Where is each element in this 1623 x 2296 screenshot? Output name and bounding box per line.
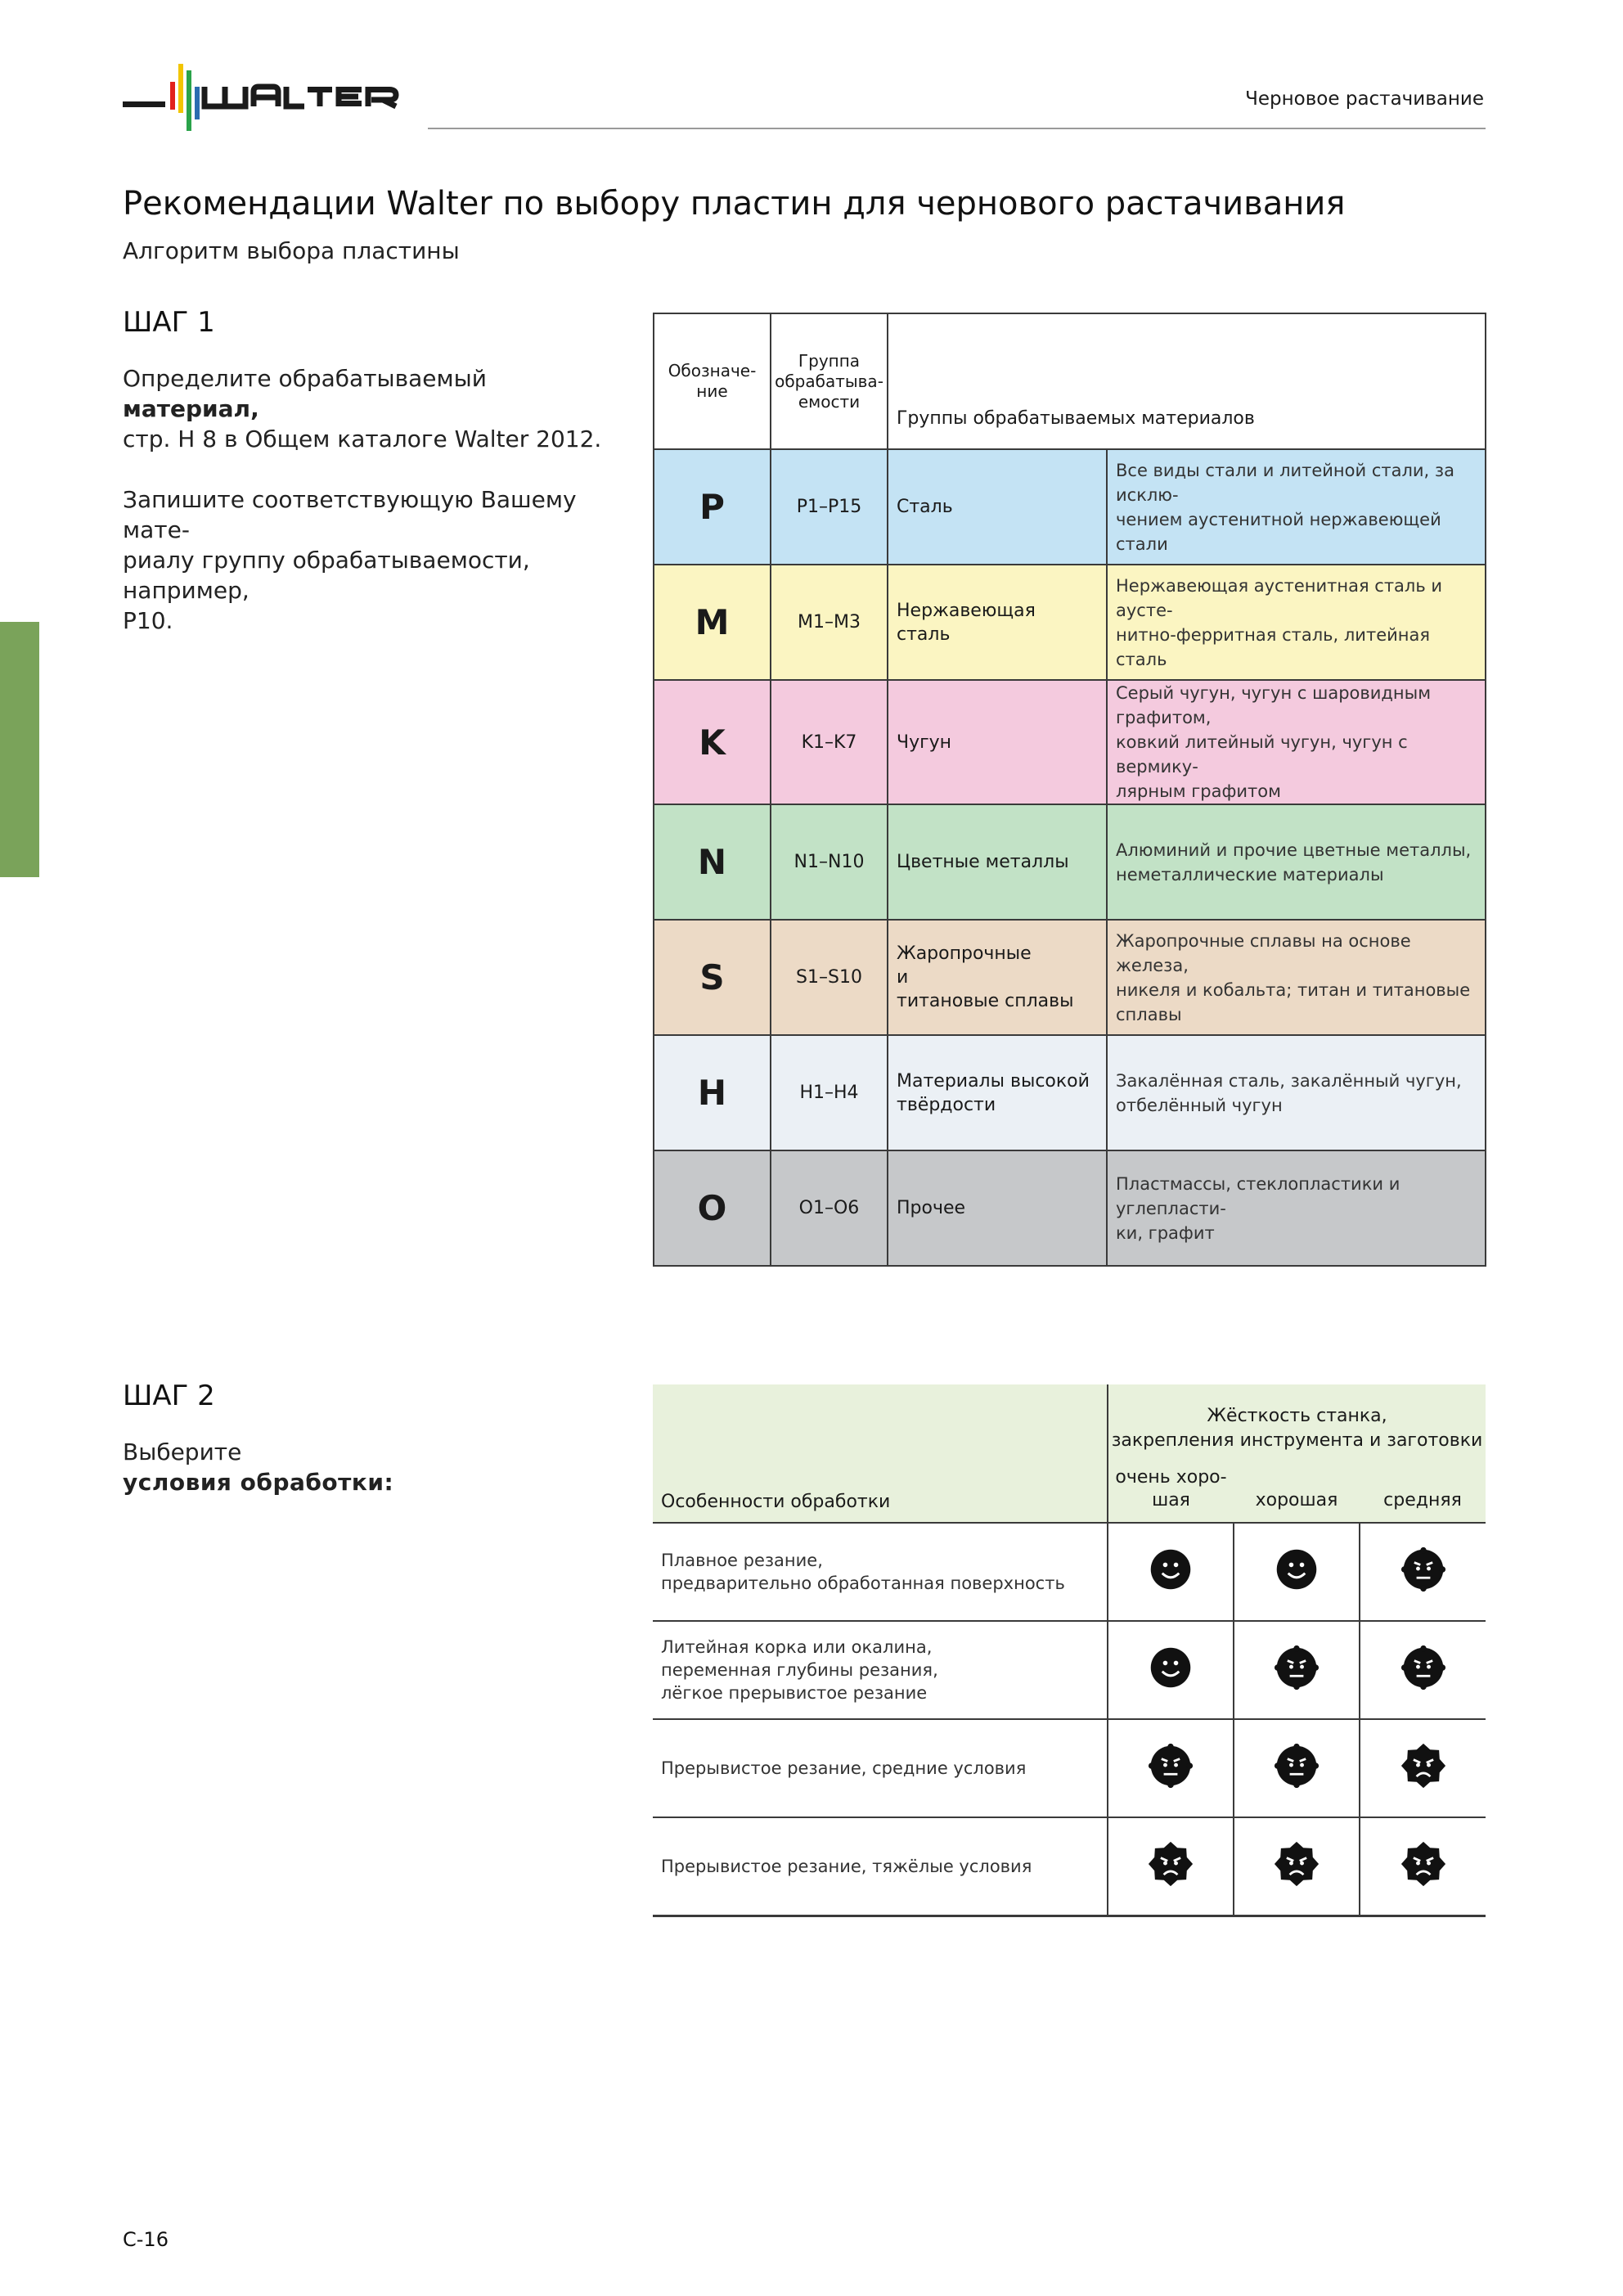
table-row bbox=[654, 449, 1486, 565]
material-description: Алюминий и прочие цветные металлы, неметаллические материалы bbox=[1107, 804, 1486, 920]
header-divider bbox=[428, 128, 1486, 129]
table-row bbox=[654, 1035, 1486, 1150]
neutral-face-icon bbox=[1274, 1743, 1320, 1789]
rating-cell bbox=[1360, 1621, 1486, 1719]
page-title: Рекомендации Walter по выбору пластин для чернового растачивания bbox=[123, 185, 1346, 223]
table-row bbox=[654, 565, 1486, 680]
walter-logo bbox=[123, 59, 401, 134]
step2-heading: ШАГ 2 bbox=[123, 1380, 215, 1412]
table-row bbox=[654, 804, 1486, 920]
material-description: Нержавеющая аустенитная сталь и аусте- нитно-ферритная сталь, литейная сталь bbox=[1107, 565, 1486, 680]
condition-text: Прерывистое резание, средние условия bbox=[653, 1719, 1108, 1817]
iso-code: P bbox=[654, 449, 771, 565]
group-range: P1–P15 bbox=[771, 449, 888, 565]
neutral-face-icon bbox=[1400, 1645, 1446, 1690]
sad-face-icon bbox=[1148, 1841, 1194, 1887]
material-description: Все виды стали и литейной стали, за исклю- чением аустенитной нержавеющей стали bbox=[1107, 449, 1486, 565]
material-name: Материалы высокой твёрдости bbox=[888, 1035, 1107, 1150]
iso-code: S bbox=[654, 920, 771, 1035]
material-name: Жаропрочные и титановые сплавы bbox=[888, 920, 1107, 1035]
table-row bbox=[654, 1150, 1486, 1266]
neutral-face-icon bbox=[1148, 1743, 1194, 1789]
material-name: Прочее bbox=[888, 1150, 1107, 1266]
group-range: K1–K7 bbox=[771, 680, 888, 804]
iso-code: M bbox=[654, 565, 771, 680]
rating-cell bbox=[1108, 1621, 1234, 1719]
step1-p1-bold: материал, bbox=[123, 395, 259, 422]
material-groups-table bbox=[653, 313, 1486, 1267]
neutral-face-icon bbox=[1400, 1546, 1446, 1592]
table-row bbox=[653, 1817, 1486, 1916]
group-range: N1–N10 bbox=[771, 804, 888, 920]
sad-face-icon bbox=[1400, 1743, 1446, 1789]
step2-text-l1: Выберите bbox=[123, 1438, 242, 1465]
step1-text bbox=[123, 363, 614, 636]
step1-p2-l3: P10. bbox=[123, 607, 173, 634]
table-row bbox=[654, 680, 1486, 804]
material-name: Цветные металлы bbox=[888, 804, 1107, 920]
material-name: Чугун bbox=[888, 680, 1107, 804]
group-range: S1–S10 bbox=[771, 920, 888, 1035]
material-description: Серый чугун, чугун с шаровидным графитом, ковкий литейный чугун, чугун с вермику- лярным графитом bbox=[1107, 680, 1486, 804]
rating-cell bbox=[1234, 1523, 1360, 1621]
smile-face-icon bbox=[1148, 1645, 1194, 1690]
rating-cell bbox=[1360, 1719, 1486, 1817]
table-row bbox=[654, 920, 1486, 1035]
header-group: Группа обрабатыва- емости bbox=[771, 313, 888, 449]
smile-face-icon bbox=[1274, 1546, 1320, 1592]
rating-cell bbox=[1360, 1523, 1486, 1621]
table-row bbox=[653, 1719, 1486, 1817]
material-description: Пластмассы, стеклопластики и углепласти- ки, графит bbox=[1107, 1150, 1486, 1266]
condition-text: Плавное резание, предварительно обработанная поверхность bbox=[653, 1523, 1108, 1621]
rating-cell bbox=[1234, 1817, 1360, 1916]
page-number: C-16 bbox=[123, 2228, 169, 2251]
group-range: M1–M3 bbox=[771, 565, 888, 680]
iso-code: O bbox=[654, 1150, 771, 1266]
header-very-good: очень хоро- шая bbox=[1108, 1456, 1234, 1523]
section-title: Черновое растачивание bbox=[1245, 88, 1484, 110]
page-subtitle: Алгоритм выбора пластины bbox=[123, 237, 460, 264]
material-name: Нержавеющая сталь bbox=[888, 565, 1107, 680]
smile-face-icon bbox=[1148, 1546, 1194, 1592]
header-stiffness: Жёсткость станка, закрепления инструмента и заготовки bbox=[1108, 1384, 1486, 1456]
sad-face-icon bbox=[1400, 1841, 1446, 1887]
rating-cell bbox=[1108, 1817, 1234, 1916]
iso-code: H bbox=[654, 1035, 771, 1150]
header-code: Обозначе- ние bbox=[654, 313, 771, 449]
rating-cell bbox=[1108, 1523, 1234, 1621]
header-good: хорошая bbox=[1234, 1456, 1360, 1523]
machining-conditions-table bbox=[653, 1384, 1486, 1917]
rating-cell bbox=[1234, 1719, 1360, 1817]
material-description: Жаропрочные сплавы на основе железа, никеля и кобальта; титан и титановые сплавы bbox=[1107, 920, 1486, 1035]
table-row bbox=[653, 1621, 1486, 1719]
material-name: Сталь bbox=[888, 449, 1107, 565]
step1-heading: ШАГ 1 bbox=[123, 306, 215, 339]
side-tab-marker bbox=[0, 622, 39, 877]
step1-p2-l1: Запишите соответствующую Вашему мате- bbox=[123, 486, 577, 543]
condition-text: Литейная корка или окалина, переменная глубины резания, лёгкое прерывистое резание bbox=[653, 1621, 1108, 1719]
step2-text-bold: условия обработки: bbox=[123, 1469, 394, 1496]
header-material-groups: Группы обрабатываемых материалов bbox=[888, 313, 1486, 449]
iso-code: N bbox=[654, 804, 771, 920]
table-row bbox=[653, 1523, 1486, 1621]
iso-code: K bbox=[654, 680, 771, 804]
rating-cell bbox=[1360, 1817, 1486, 1916]
group-range: O1–O6 bbox=[771, 1150, 888, 1266]
header-feature: Особенности обработки bbox=[653, 1384, 1108, 1523]
step1-p1b: стр. H 8 в Общем каталоге Walter 2012. bbox=[123, 425, 602, 452]
material-description: Закалённая сталь, закалённый чугун, отбелённый чугун bbox=[1107, 1035, 1486, 1150]
group-range: H1–H4 bbox=[771, 1035, 888, 1150]
neutral-face-icon bbox=[1274, 1645, 1320, 1690]
rating-cell bbox=[1108, 1719, 1234, 1817]
step2-text bbox=[123, 1437, 614, 1497]
rating-cell bbox=[1234, 1621, 1360, 1719]
step1-p2-l2: риалу группу обрабатываемости, например, bbox=[123, 547, 530, 604]
condition-text: Прерывистое резание, тяжёлые условия bbox=[653, 1817, 1108, 1916]
sad-face-icon bbox=[1274, 1841, 1320, 1887]
step1-p1a: Определите обрабатываемый bbox=[123, 365, 487, 392]
header-medium: средняя bbox=[1360, 1456, 1486, 1523]
